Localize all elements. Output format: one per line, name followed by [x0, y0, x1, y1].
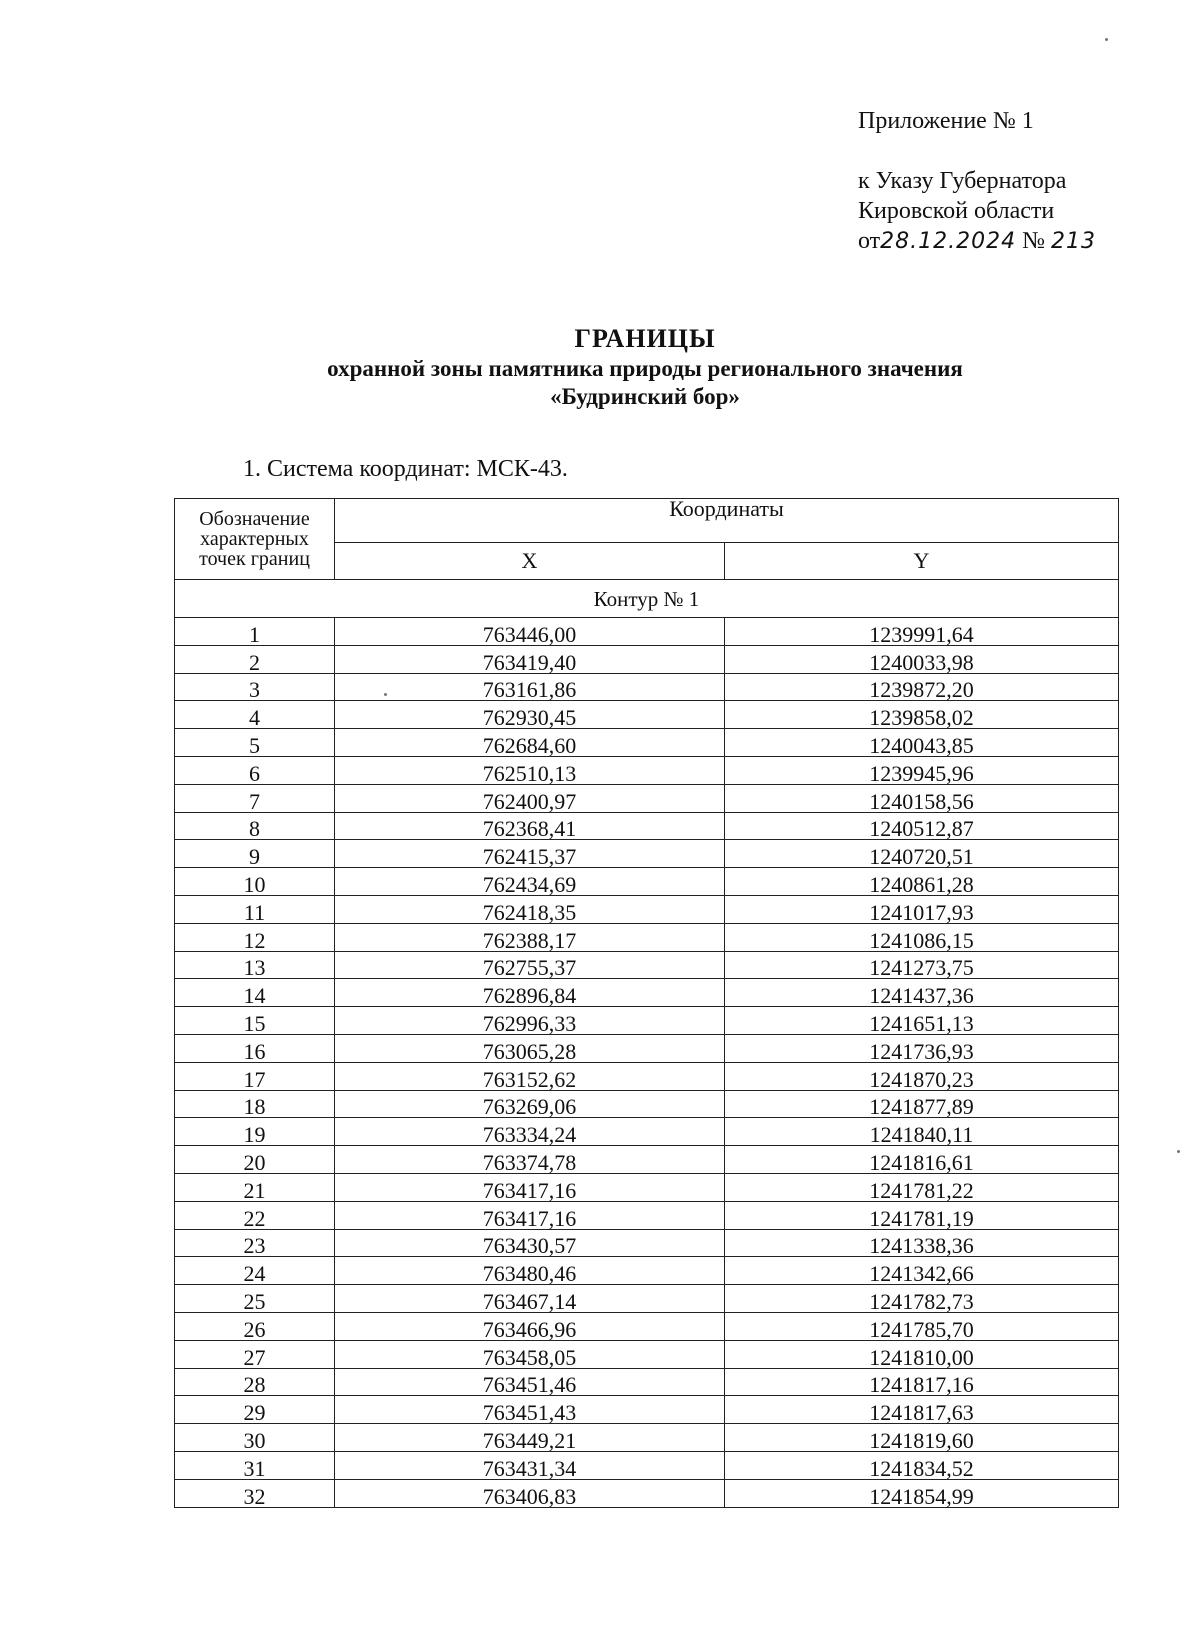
table-row — [175, 784, 1119, 812]
table-row — [175, 1173, 1119, 1201]
table-row — [175, 1007, 1119, 1035]
coord-y: 1241877,89 — [725, 1090, 1119, 1118]
point-number: 28 — [175, 1368, 335, 1396]
coord-x: 762510,13 — [335, 756, 725, 784]
annex-header — [858, 106, 1096, 257]
coord-x: 762368,41 — [335, 812, 725, 840]
point-number: 4 — [175, 701, 335, 729]
coord-x: 763161,86 — [335, 673, 725, 701]
coord-y: 1241816,61 — [725, 1146, 1119, 1174]
point-number: 29 — [175, 1396, 335, 1424]
point-number: 23 — [175, 1229, 335, 1257]
coord-y: 1241086,15 — [725, 923, 1119, 951]
coord-x: 762996,33 — [335, 1007, 725, 1035]
point-number: 1 — [175, 618, 335, 646]
coord-y: 1241338,36 — [725, 1229, 1119, 1257]
point-number: 3 — [175, 673, 335, 701]
point-number: 6 — [175, 756, 335, 784]
coord-y: 1241817,63 — [725, 1396, 1119, 1424]
coord-y: 1239872,20 — [725, 673, 1119, 701]
coord-x: 763374,78 — [335, 1146, 725, 1174]
coord-y: 1241781,22 — [725, 1173, 1119, 1201]
table-row — [175, 673, 1119, 701]
point-number: 22 — [175, 1201, 335, 1229]
point-number: 9 — [175, 840, 335, 868]
coord-y: 1241840,11 — [725, 1118, 1119, 1146]
coord-y: 1241785,70 — [725, 1312, 1119, 1340]
table-row — [175, 1090, 1119, 1118]
coord-x: 763449,21 — [335, 1424, 725, 1452]
annex-decree: к Указу Губернатора — [858, 168, 1067, 194]
coord-y: 1241342,66 — [725, 1257, 1119, 1285]
handwritten-number: 213 — [1051, 229, 1097, 254]
coord-y: 1241017,93 — [725, 895, 1119, 923]
table-row — [175, 895, 1119, 923]
coord-x: 763446,00 — [335, 618, 725, 646]
document-title — [0, 323, 1200, 411]
table-row — [175, 1479, 1119, 1507]
coord-x: 762684,60 — [335, 729, 725, 757]
coord-y: 1241437,36 — [725, 979, 1119, 1007]
coord-y: 1240033,98 — [725, 645, 1119, 673]
point-number: 8 — [175, 812, 335, 840]
coord-y: 1240158,56 — [725, 784, 1119, 812]
point-number: 11 — [175, 895, 335, 923]
table-row — [175, 1424, 1119, 1452]
table-row — [175, 1340, 1119, 1368]
table-row — [175, 1257, 1119, 1285]
table-row — [175, 701, 1119, 729]
point-number: 12 — [175, 923, 335, 951]
table-row — [175, 1396, 1119, 1424]
coord-x: 762388,17 — [335, 923, 725, 951]
table-row — [175, 812, 1119, 840]
coord-y: 1241834,52 — [725, 1451, 1119, 1479]
coord-x: 763466,96 — [335, 1312, 725, 1340]
scan-speck — [1105, 38, 1108, 41]
table-row — [175, 1229, 1119, 1257]
coord-x: 763467,14 — [335, 1285, 725, 1313]
coord-x: 763451,46 — [335, 1368, 725, 1396]
coord-x: 763269,06 — [335, 1090, 725, 1118]
table-row — [175, 1285, 1119, 1313]
point-number: 15 — [175, 1007, 335, 1035]
coord-x: 762755,37 — [335, 951, 725, 979]
header-point: Обозначение характерных точек границ — [175, 499, 335, 580]
coord-x: 762415,37 — [335, 840, 725, 868]
point-number: 21 — [175, 1173, 335, 1201]
coord-y: 1241810,00 — [725, 1340, 1119, 1368]
coord-x: 762418,35 — [335, 895, 725, 923]
table-row — [175, 1118, 1119, 1146]
title-name: «Будринский бор» — [550, 384, 740, 409]
coord-x: 762930,45 — [335, 701, 725, 729]
point-number: 26 — [175, 1312, 335, 1340]
point-number: 17 — [175, 1062, 335, 1090]
point-number: 30 — [175, 1424, 335, 1452]
coord-y: 1241854,99 — [725, 1479, 1119, 1507]
point-number: 31 — [175, 1451, 335, 1479]
coord-y: 1240043,85 — [725, 729, 1119, 757]
point-number: 18 — [175, 1090, 335, 1118]
coord-y: 1240512,87 — [725, 812, 1119, 840]
point-number: 19 — [175, 1118, 335, 1146]
coord-x: 763458,05 — [335, 1340, 725, 1368]
coord-x: 762896,84 — [335, 979, 725, 1007]
coord-y: 1241736,93 — [725, 1034, 1119, 1062]
coord-x: 763417,16 — [335, 1173, 725, 1201]
table-row — [175, 756, 1119, 784]
number-prefix: № — [1022, 228, 1046, 254]
coord-x: 763431,34 — [335, 1451, 725, 1479]
point-number: 24 — [175, 1257, 335, 1285]
coord-y: 1241870,23 — [725, 1062, 1119, 1090]
annex-region: Кировской области — [858, 198, 1055, 224]
table-row — [175, 979, 1119, 1007]
coord-x: 763417,16 — [335, 1201, 725, 1229]
table-row — [175, 1034, 1119, 1062]
header-x: X — [335, 543, 725, 580]
coordinate-system: 1. Система координат: МСК-43. — [243, 456, 568, 482]
header-coordinates: Координаты — [335, 499, 1119, 543]
header-y: Y — [725, 543, 1119, 580]
coord-x: 763334,24 — [335, 1118, 725, 1146]
table-row — [175, 618, 1119, 646]
point-number: 20 — [175, 1146, 335, 1174]
date-prefix: от — [858, 228, 881, 254]
point-number: 5 — [175, 729, 335, 757]
coord-y: 1241782,73 — [725, 1285, 1119, 1313]
coord-y: 1241817,16 — [725, 1368, 1119, 1396]
coord-y: 1239945,96 — [725, 756, 1119, 784]
coord-x: 763430,57 — [335, 1229, 725, 1257]
table-row — [175, 1312, 1119, 1340]
table-row — [175, 1146, 1119, 1174]
coord-x: 763419,40 — [335, 645, 725, 673]
coord-y: 1241651,13 — [725, 1007, 1119, 1035]
coord-x: 763065,28 — [335, 1034, 725, 1062]
table-row — [175, 868, 1119, 896]
point-number: 13 — [175, 951, 335, 979]
title-subtitle: охранной зоны памятника природы регионального значения — [327, 356, 963, 381]
coord-x: 763406,83 — [335, 1479, 725, 1507]
coord-y: 1239858,02 — [725, 701, 1119, 729]
table-row — [175, 645, 1119, 673]
coord-x: 763152,62 — [335, 1062, 725, 1090]
coord-x: 762434,69 — [335, 868, 725, 896]
point-number: 10 — [175, 868, 335, 896]
point-number: 25 — [175, 1285, 335, 1313]
coord-y: 1241819,60 — [725, 1424, 1119, 1452]
table-row — [175, 840, 1119, 868]
table-row — [175, 729, 1119, 757]
scan-speck — [1177, 1150, 1180, 1153]
table-row — [175, 1062, 1119, 1090]
title-main: ГРАНИЦЫ — [574, 324, 716, 353]
point-number: 27 — [175, 1340, 335, 1368]
table-row — [175, 951, 1119, 979]
annex-date-line — [858, 226, 1096, 257]
point-number: 14 — [175, 979, 335, 1007]
coord-x: 763480,46 — [335, 1257, 725, 1285]
coord-y: 1240861,28 — [725, 868, 1119, 896]
table-row — [175, 1451, 1119, 1479]
point-number: 16 — [175, 1034, 335, 1062]
annex-title: Приложение № 1 — [858, 108, 1034, 134]
coord-y: 1241781,19 — [725, 1201, 1119, 1229]
table-row — [175, 923, 1119, 951]
table-row — [175, 1368, 1119, 1396]
table-row — [175, 1201, 1119, 1229]
point-number: 32 — [175, 1479, 335, 1507]
handwritten-date: 28.12.2024 — [880, 229, 1017, 254]
point-number: 2 — [175, 645, 335, 673]
coord-y: 1241273,75 — [725, 951, 1119, 979]
point-number: 7 — [175, 784, 335, 812]
coordinates-table — [174, 498, 1119, 1508]
coord-y: 1240720,51 — [725, 840, 1119, 868]
scan-speck — [384, 693, 387, 696]
contour-label: Контур № 1 — [175, 580, 1119, 618]
coord-x: 763451,43 — [335, 1396, 725, 1424]
coord-x: 762400,97 — [335, 784, 725, 812]
coord-y: 1239991,64 — [725, 618, 1119, 646]
